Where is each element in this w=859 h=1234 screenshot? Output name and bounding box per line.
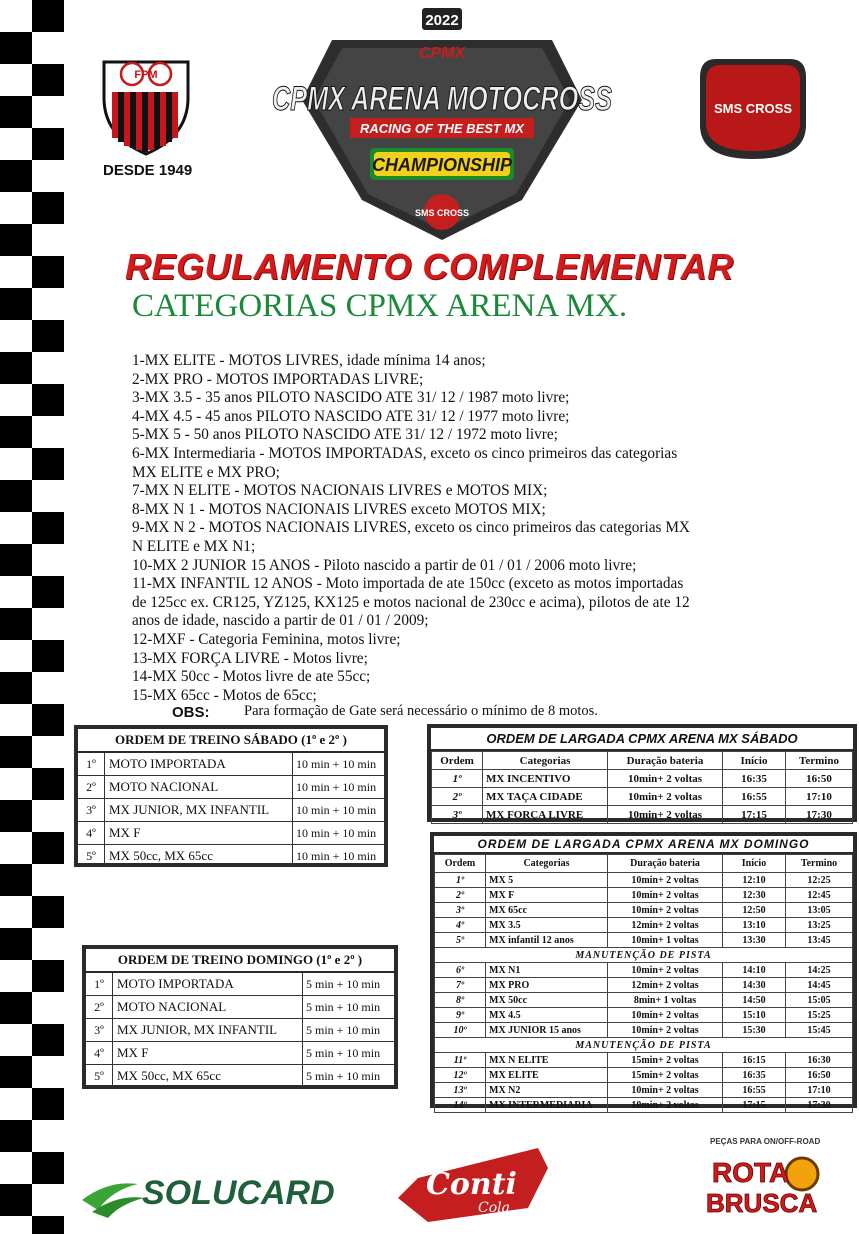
table-row (86, 996, 394, 1019)
event-title: CPMX ARENA MOTOCROSS (272, 80, 613, 118)
start-cell: 12:10 (723, 873, 786, 888)
obs-label: OBS: (172, 704, 210, 721)
sms-cross-logo (696, 55, 810, 163)
event-sub: CPMX (418, 45, 466, 62)
table-row (435, 933, 853, 948)
maintenance-row (435, 948, 853, 963)
order-cell: 10º (435, 1023, 486, 1038)
rule-line: 8-MX N 1 - MOTOS NACIONAIS LIVRES exceto MOTOS MIX; (132, 500, 546, 518)
header-end: Termino (786, 855, 853, 873)
end-cell: 15:25 (786, 1008, 853, 1023)
category-cell: MX 50cc, MX 65cc (113, 1065, 303, 1087)
maintenance-label: MANUTENÇÃO DE PISTA (435, 948, 853, 963)
order-cell: 8º (435, 993, 486, 1008)
brusca-text: BRUSCA (706, 1188, 818, 1218)
table-row (86, 1042, 394, 1065)
largada-sabado-title: ORDEM DE LARGADA CPMX ARENA MX SÁBADO (431, 728, 853, 751)
time-cell: 10 min + 10 min (296, 756, 377, 771)
event-championship: CHAMPIONSHIP (371, 155, 513, 175)
page-title: REGULAMENTO COMPLEMENTAR (125, 246, 734, 287)
table-row (432, 788, 853, 806)
start-cell: 16:15 (723, 1053, 786, 1068)
order-cell: 1º (432, 770, 483, 788)
maintenance-row (435, 1038, 853, 1053)
start-cell: 12:50 (723, 903, 786, 918)
order-cell: 4º (435, 918, 486, 933)
header-order: Ordem (432, 752, 483, 770)
time-cell: 10 min + 10 min (296, 825, 377, 840)
rule-line: 15-MX 65cc - Motos de 65cc; (132, 686, 317, 704)
fpm-since: DESDE 1949 (103, 162, 193, 179)
order-cell: 2º (435, 888, 486, 903)
treino-sabado-title: ORDEM DE TREINO SÁBADO (1º e 2º ) (78, 729, 384, 753)
treino-sabado-table (74, 725, 388, 867)
fpm-logo (96, 48, 196, 158)
table-row (435, 1083, 853, 1098)
event-racing: RACING OF THE BEST MX (360, 121, 524, 136)
start-cell: 12:30 (723, 888, 786, 903)
duration-cell: 10min+ 2 voltas (608, 1098, 723, 1113)
order-cell: 3º (435, 903, 486, 918)
header-order: Ordem (435, 855, 486, 873)
category-cell: MX infantil 12 anos (486, 933, 608, 948)
start-cell: 14:10 (723, 963, 786, 978)
table-row (78, 753, 384, 776)
start-cell: 15:10 (723, 1008, 786, 1023)
time-cell: 5 min + 10 min (306, 976, 381, 991)
end-cell: 16:50 (786, 1068, 853, 1083)
category-cell: MX 50cc (486, 993, 608, 1008)
category-cell: MX PRO (486, 978, 608, 993)
table-row (78, 799, 384, 822)
table-row (435, 1068, 853, 1083)
start-cell: 17:15 (723, 806, 786, 824)
duration-cell: 15min+ 2 voltas (608, 1053, 723, 1068)
duration-cell: 10min+ 2 voltas (608, 1008, 723, 1023)
header-start: Início (723, 855, 786, 873)
order-cell: 4º (86, 1042, 113, 1064)
maintenance-label: MANUTENÇÃO DE PISTA (435, 1038, 853, 1053)
rota-brusca-logo (700, 1132, 824, 1222)
start-cell: 14:30 (723, 978, 786, 993)
duration-cell: 10min+ 2 voltas (608, 1083, 723, 1098)
category-cell: MX JUNIOR, MX INFANTIL (105, 799, 293, 821)
treino-domingo-title: ORDEM DE TREINO DOMINGO (1º e 2º ) (86, 949, 394, 973)
category-cell: MX JUNIOR, MX INFANTIL (113, 1019, 303, 1041)
category-cell: MX N2 (486, 1083, 608, 1098)
event-logo (262, 0, 622, 245)
table-row (435, 1053, 853, 1068)
rule-line: 7-MX N ELITE - MOTOS NACIONAIS LIVRES e MOTOS MIX; (132, 482, 548, 500)
treino-domingo-table (82, 945, 398, 1089)
table-row (435, 1023, 853, 1038)
table-row (78, 822, 384, 845)
duration-cell: 10min+ 2 voltas (608, 1023, 723, 1038)
header-end: Termino (786, 752, 853, 770)
event-year: 2022 (425, 12, 459, 29)
table-row (435, 963, 853, 978)
category-cell: MX 5 (486, 873, 608, 888)
end-cell: 16:30 (786, 1053, 853, 1068)
end-cell: 17:30 (786, 806, 853, 824)
duration-cell: 12min+ 2 voltas (608, 918, 723, 933)
rota-top-text: PEÇAS PARA ON/OFF-ROAD (710, 1137, 821, 1146)
duration-cell: 12min+ 2 voltas (608, 978, 723, 993)
table-row (435, 1008, 853, 1023)
table-row (86, 1019, 394, 1042)
end-cell: 16:50 (786, 770, 853, 788)
table-row (78, 776, 384, 799)
table-row (435, 873, 853, 888)
category-cell: MX 3.5 (486, 918, 608, 933)
category-cell: MX ELITE (486, 1068, 608, 1083)
end-cell: 15:45 (786, 1023, 853, 1038)
category-cell: MX F (486, 888, 608, 903)
start-cell: 16:55 (723, 788, 786, 806)
rule-line: 11-MX INFANTIL 12 ANOS - Moto importada de ate 150cc (exceto as motos importadas (132, 575, 684, 593)
order-cell: 9º (435, 1008, 486, 1023)
duration-cell: 10min+ 2 voltas (608, 888, 723, 903)
start-cell: 16:35 (723, 770, 786, 788)
end-cell: 12:25 (786, 873, 853, 888)
header-start: Início (723, 752, 786, 770)
order-cell: 2º (432, 788, 483, 806)
conti-logo (398, 1138, 548, 1224)
end-cell: 13:05 (786, 903, 853, 918)
time-cell: 10 min + 10 min (296, 848, 377, 863)
table-row (86, 973, 394, 996)
table-row (435, 903, 853, 918)
rule-line: 13-MX FORÇA LIVRE - Motos livre; (132, 649, 368, 667)
category-cell: MX INTERMEDIARIA (486, 1098, 608, 1113)
rota-text: ROTA (712, 1157, 790, 1188)
order-cell: 1º (435, 873, 486, 888)
duration-cell: 10min+ 2 voltas (608, 806, 723, 824)
order-cell: 6º (435, 963, 486, 978)
rule-line: de 125cc ex. CR125, YZ125, KX125 e motos nacional de 230cc e acima), pilotos de ate 12 (132, 593, 690, 611)
table-row (78, 845, 384, 867)
largada-domingo-table (430, 832, 857, 1111)
time-cell: 5 min + 10 min (306, 1068, 381, 1083)
duration-cell: 10min+ 2 voltas (608, 963, 723, 978)
largada-sabado-table (427, 724, 857, 822)
solucard-text: SOLUCARD (142, 1174, 335, 1212)
page-subtitle: CATEGORIAS CPMX ARENA MX. (132, 288, 628, 324)
order-cell: 3º (86, 1019, 113, 1041)
category-cell: MX N1 (486, 963, 608, 978)
order-cell: 5º (435, 933, 486, 948)
order-cell: 4º (78, 822, 105, 844)
category-cell: MX TAÇA CIDADE (483, 788, 608, 806)
category-cell: MX 65cc (486, 903, 608, 918)
header-duration: Duração bateria (608, 752, 723, 770)
rule-line: 14-MX 50cc - Motos livre de ate 55cc; (132, 668, 371, 686)
time-cell: 5 min + 10 min (306, 999, 381, 1014)
rule-line: 2-MX PRO - MOTOS IMPORTADAS LIVRE; (132, 370, 424, 388)
category-cell: MX 4.5 (486, 1008, 608, 1023)
time-cell: 5 min + 10 min (306, 1045, 381, 1060)
duration-cell: 10min+ 2 voltas (608, 873, 723, 888)
end-cell: 17:10 (786, 788, 853, 806)
rule-line: 10-MX 2 JUNIOR 15 ANOS - Piloto nascido a partir de 01 / 01 / 2006 moto livre; (132, 556, 637, 574)
category-cell: MX FORÇA LIVRE (483, 806, 608, 824)
order-cell: 5º (78, 845, 105, 867)
rule-line: N ELITE e MX N1; (132, 537, 256, 555)
time-cell: 10 min + 10 min (296, 802, 377, 817)
table-row (435, 918, 853, 933)
order-cell: 2º (78, 776, 105, 798)
order-cell: 3º (78, 799, 105, 821)
start-cell: 16:55 (723, 1083, 786, 1098)
start-cell: 16:35 (723, 1068, 786, 1083)
conti-text: Conti (426, 1167, 517, 1202)
category-cell: MOTO IMPORTADA (113, 973, 303, 995)
sms-logo-text: SMS CROSS (713, 101, 793, 116)
duration-cell: 15min+ 2 voltas (608, 1068, 723, 1083)
end-cell: 15:05 (786, 993, 853, 1008)
start-cell: 13:30 (723, 933, 786, 948)
start-cell: 15:30 (723, 1023, 786, 1038)
category-cell: MX JUNIOR 15 anos (486, 1023, 608, 1038)
rule-line: 6-MX Intermediaria - MOTOS IMPORTADAS, exceto os cinco primeiros das categorias (132, 444, 678, 462)
rule-line: 3-MX 3.5 - 35 anos PILOTO NASCIDO ATE 31/ 12 / 1987 moto livre; (132, 389, 570, 407)
rule-line: MX ELITE e MX PRO; (132, 463, 280, 481)
end-cell: 17:10 (786, 1083, 853, 1098)
table-row (435, 978, 853, 993)
table-row (432, 806, 853, 824)
table-row (435, 888, 853, 903)
rule-line: 9-MX N 2 - MOTOS NACIONAIS LIVRES, exceto os cinco primeiros das categorias MX (132, 519, 690, 537)
category-cell: MX F (113, 1042, 303, 1064)
obs-text: Para formação de Gate será necessário o mínimo de 8 motos. (244, 703, 598, 719)
event-sms-mini: SMS CROSS (414, 208, 470, 218)
order-cell: 2º (86, 996, 113, 1018)
category-cell: MX 50cc, MX 65cc (105, 845, 293, 867)
checkered-border (0, 0, 64, 1234)
category-cell: MX INCENTIVO (483, 770, 608, 788)
order-cell: 7º (435, 978, 486, 993)
end-cell: 13:25 (786, 918, 853, 933)
largada-domingo-title: ORDEM DE LARGADA CPMX ARENA MX DOMINGO (434, 836, 853, 854)
rule-line: 5-MX 5 - 50 anos PILOTO NASCIDO ATE 31/ 12 / 1972 moto livre; (132, 426, 558, 444)
start-cell: 14:50 (723, 993, 786, 1008)
fpm-logo-text: FPM (134, 69, 158, 81)
category-cell: MOTO NACIONAL (105, 776, 293, 798)
order-cell: 5º (86, 1065, 113, 1087)
header-category: Categorias (483, 752, 608, 770)
order-cell: 1º (86, 973, 113, 995)
time-cell: 10 min + 10 min (296, 779, 377, 794)
table-row (435, 1098, 853, 1113)
category-cell: MX F (105, 822, 293, 844)
rule-line: 4-MX 4.5 - 45 anos PILOTO NASCIDO ATE 31/ 12 / 1977 moto livre; (132, 407, 570, 425)
time-cell: 5 min + 10 min (306, 1022, 381, 1037)
start-cell: 13:10 (723, 918, 786, 933)
solucard-logo (78, 1160, 338, 1220)
end-cell: 12:45 (786, 888, 853, 903)
rule-line: 1-MX ELITE - MOTOS LIVRES, idade mínima 14 anos; (132, 352, 486, 369)
header-duration: Duração bateria (608, 855, 723, 873)
largada-sabado-grid (431, 751, 853, 824)
conti-sub-text: Cola (478, 1200, 510, 1216)
header-category: Categorias (486, 855, 608, 873)
table-row (86, 1065, 394, 1087)
end-cell: 14:45 (786, 978, 853, 993)
rules-list (132, 352, 772, 705)
table-row (432, 770, 853, 788)
rule-line: anos de idade, nascido a partir de 01 / 01 / 2009; (132, 612, 429, 630)
duration-cell: 10min+ 2 voltas (608, 788, 723, 806)
order-cell: 13º (435, 1083, 486, 1098)
order-cell: 3º (432, 806, 483, 824)
end-cell: 13:45 (786, 933, 853, 948)
start-cell: 17:15 (723, 1098, 786, 1113)
order-cell: 12º (435, 1068, 486, 1083)
largada-domingo-grid (434, 854, 853, 1113)
category-cell: MOTO NACIONAL (113, 996, 303, 1018)
end-cell: 17:30 (786, 1098, 853, 1113)
order-cell: 1º (78, 753, 105, 775)
duration-cell: 10min+ 2 voltas (608, 770, 723, 788)
duration-cell: 10min+ 2 voltas (608, 903, 723, 918)
duration-cell: 10min+ 1 voltas (608, 933, 723, 948)
order-cell: 11º (435, 1053, 486, 1068)
end-cell: 14:25 (786, 963, 853, 978)
duration-cell: 8min+ 1 voltas (608, 993, 723, 1008)
category-cell: MX N ELITE (486, 1053, 608, 1068)
rule-line: 12-MXF - Categoria Feminina, motos livre; (132, 630, 401, 648)
order-cell: 14º (435, 1098, 486, 1113)
table-row (435, 993, 853, 1008)
category-cell: MOTO IMPORTADA (105, 753, 293, 775)
